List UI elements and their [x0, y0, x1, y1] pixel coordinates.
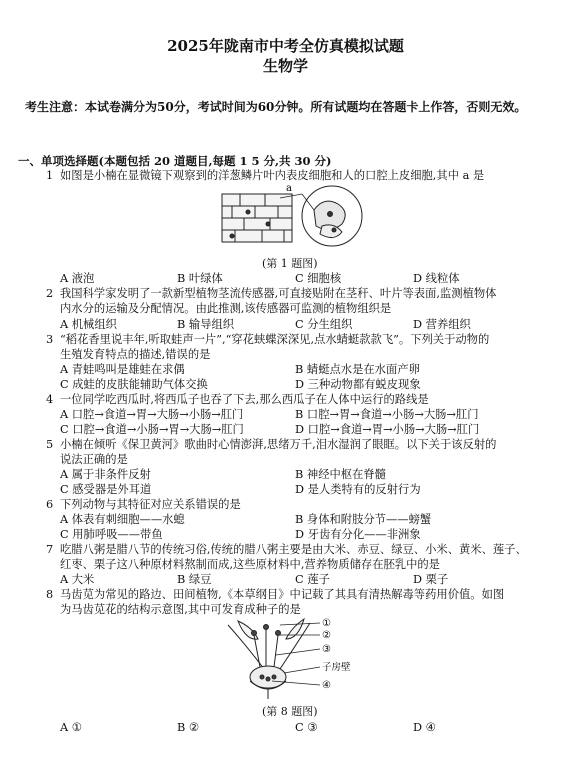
question-5-option-c: C 感受器是外耳道	[60, 483, 152, 496]
question-8-option-b: B ②	[177, 721, 200, 734]
question-7-option-b: B 绿豆	[177, 573, 212, 586]
question-8-stem-line-1: 马齿苋为常见的路边、田间植物,《本草纲目》中记载了其具有清热解毒等药用价值。如图	[60, 588, 505, 601]
question-4-stem: 一位同学吃西瓜时,将西瓜子也吞了下去,那么西瓜子在人体中运行的路线是	[60, 393, 429, 406]
exam-subject: 生物学	[262, 57, 308, 75]
question-2-number: 2	[46, 287, 54, 300]
question-8-option-a: A ①	[60, 721, 82, 734]
question-8-flower-figure	[220, 615, 370, 700]
figure-8-label-4: ④	[322, 680, 331, 691]
question-7-stem-line-2: 红枣、栗子这八种原材料熬制而成,这些原材料中,营养物质储存在胚乳中的是	[60, 558, 440, 571]
question-7-option-d: D 栗子	[413, 573, 449, 586]
question-3-option-d: D 三种动物都有蜕皮现象	[295, 378, 421, 391]
question-7-option-a: A 大米	[60, 573, 95, 586]
exam-title: 2025年陇南市中考全仿真模拟试题	[167, 37, 404, 55]
question-6-option-b: B 身体和附肢分节——螃蟹	[295, 513, 432, 526]
question-5-stem-line-2: 说法正确的是	[60, 453, 128, 466]
section-heading: 一、单项选择题(本题包括 20 道题目,每题 1 5 分,共 30 分)	[18, 154, 332, 168]
question-3-number: 3	[46, 333, 54, 346]
question-1-option-b: B 叶绿体	[177, 272, 223, 285]
question-1-figure	[210, 180, 370, 250]
question-5-number: 5	[46, 438, 54, 451]
exam-notice: 考生注意：本试卷满分为50分，考试时间为60分钟。所有试题均在答题卡上作答，否则无效。	[25, 100, 527, 114]
question-5-stem-line-1: 小楠在倾听《保卫黄河》歌曲时心情澎湃,思绪万千,泪水湿润了眼眶。以下关于该反射的	[60, 438, 497, 451]
question-4-option-a: A 口腔→食道→胃→大肠→小肠→肛门	[60, 408, 244, 421]
question-1-option-a: A 液泡	[60, 272, 95, 285]
question-6-number: 6	[46, 498, 54, 511]
question-6-option-d: D 牙齿有分化——非洲象	[295, 528, 421, 541]
question-2-option-d: D 营养组织	[413, 318, 471, 331]
question-2-option-c: C 分生组织	[295, 318, 353, 331]
question-2-stem-line-2: 内水分的运输及分配情况。由此推测,该传感器可监测的植物组织是	[60, 302, 392, 315]
figure-8-label-1: ①	[322, 618, 331, 629]
question-4-option-b: B 口腔→胃→食道→小肠→大肠→肛门	[295, 408, 479, 421]
question-7-stem-line-1: 吃腊八粥是腊八节的传统习俗,传统的腊八粥主要是由大米、赤豆、绿豆、小米、黄米、莲子、	[60, 543, 527, 556]
question-8-option-d: D ④	[413, 721, 436, 734]
question-6-stem: 下列动物与其特征对应关系错误的是	[60, 498, 241, 511]
question-1-option-d: D 线粒体	[413, 272, 460, 285]
question-4-option-c: C 口腔→食道→小肠→胃→大肠→肛门	[60, 423, 244, 436]
figure-1-label-a: a	[286, 183, 292, 194]
figure-8-label-ovary-wall: 子房壁	[322, 662, 351, 673]
question-3-option-a: A 青蛙鸣叫是雄蛙在求偶	[60, 363, 185, 376]
figure-1-caption: (第 1 题图)	[262, 257, 318, 270]
question-6-option-c: C 用肺呼吸——带鱼	[60, 528, 163, 541]
question-5-option-b: B 神经中枢在脊髓	[295, 468, 386, 481]
figure-8-label-3: ③	[322, 644, 331, 655]
question-3-stem-line-1: “稻花香里说丰年,听取蛙声一片”,“穿花蛱蝶深深见,点水蜻蜓款款飞”。下列关于动物的	[60, 333, 490, 346]
question-1-stem: 如图是小楠在显微镜下观察到的洋葱鳞片叶内表皮细胞和人的口腔上皮细胞,其中 a 是	[60, 169, 485, 182]
question-8-stem-line-2: 为马齿苋花的结构示意图,其中可发育成种子的是	[60, 603, 301, 616]
question-7-number: 7	[46, 543, 54, 556]
question-7-option-c: C 莲子	[295, 573, 330, 586]
figure-8-label-2: ②	[322, 630, 331, 641]
question-1-number: 1	[46, 169, 54, 182]
question-2-stem-line-1: 我国科学家发明了一款新型植物茎流传感器,可直接贴附在茎秆、叶片等表面,监测植物体	[60, 287, 497, 300]
onion-cells-diagram	[222, 194, 292, 242]
question-3-option-b: B 蜻蜓点水是在水面产卵	[295, 363, 420, 376]
figure-8-caption: (第 8 题图)	[262, 705, 318, 718]
question-5-option-a: A 属于非条件反射	[60, 468, 151, 481]
question-3-stem-line-2: 生殖发育特点的描述,错误的是	[60, 348, 211, 361]
question-2-option-b: B 输导组织	[177, 318, 235, 331]
question-4-number: 4	[46, 393, 54, 406]
question-1-option-c: C 细胞核	[295, 272, 342, 285]
question-2-option-a: A 机械组织	[60, 318, 117, 331]
flower-structure-diagram	[228, 619, 320, 699]
question-4-option-d: D 口腔→食道→胃→小肠→大肠→肛门	[295, 423, 480, 436]
question-3-option-c: C 成蛙的皮肤能辅助气体交换	[60, 378, 208, 391]
question-8-option-c: C ③	[295, 721, 318, 734]
question-6-option-a: A 体表有刺细胞——水螅	[60, 513, 185, 526]
question-8-number: 8	[46, 588, 54, 601]
cheek-cells-diagram	[302, 186, 362, 246]
question-5-option-d: D 是人类特有的反射行为	[295, 483, 421, 496]
